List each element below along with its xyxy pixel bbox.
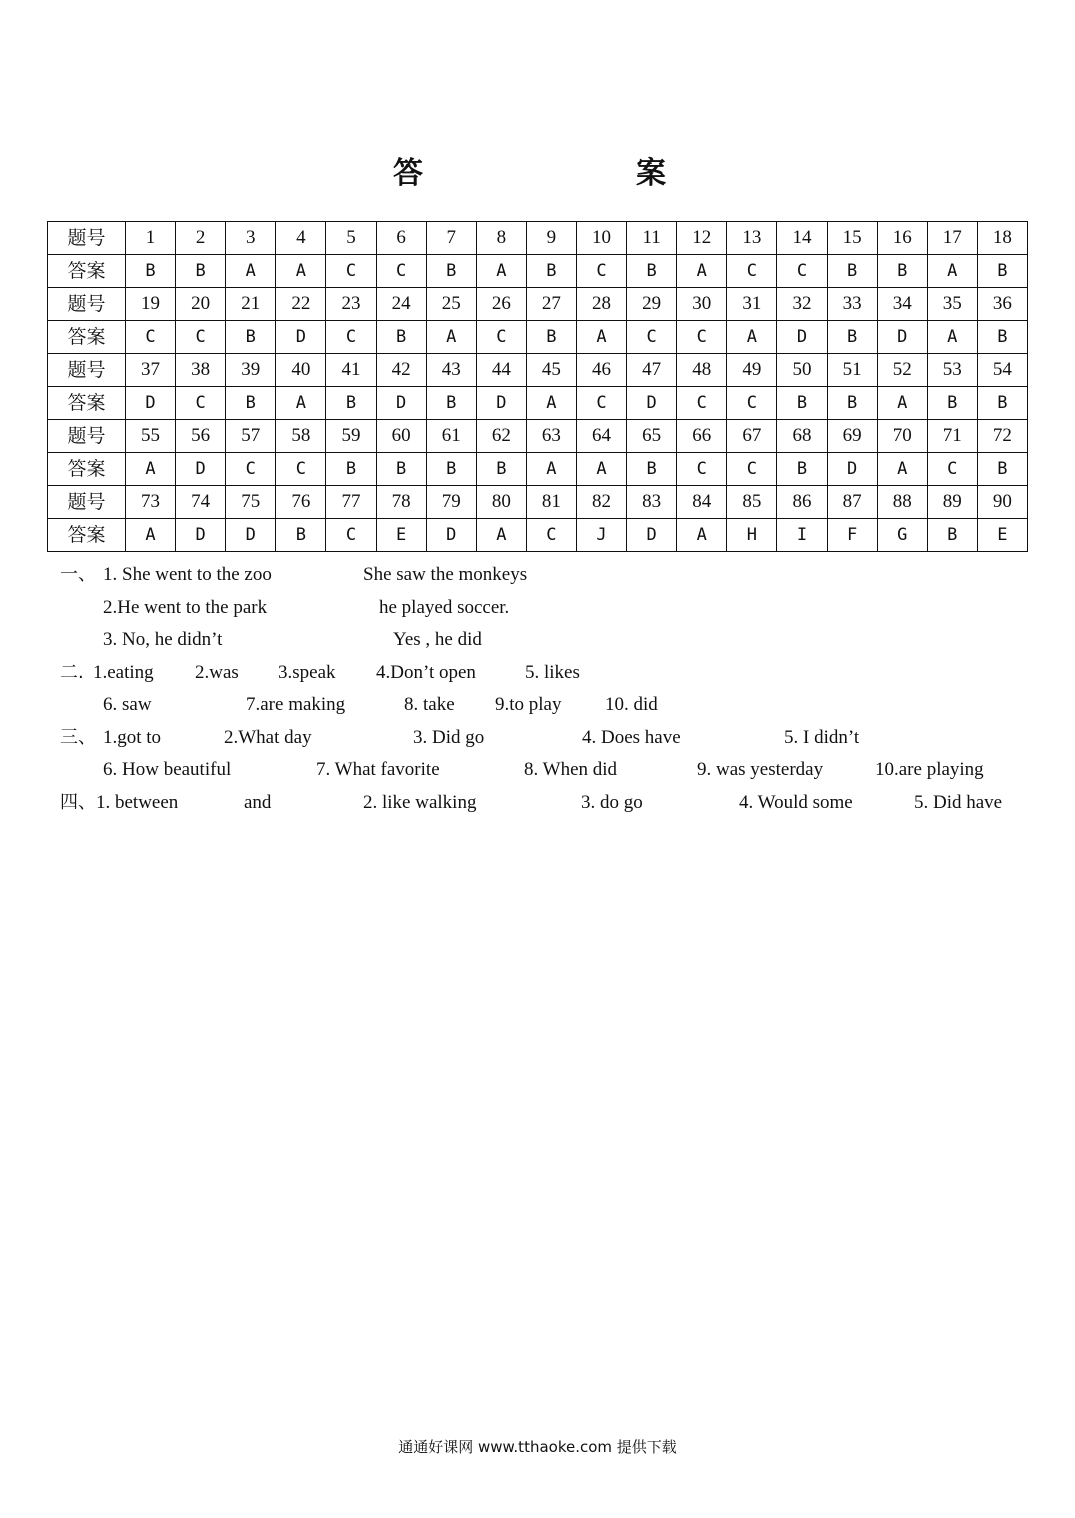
question-number-cell: 84	[677, 486, 727, 519]
question-number-cell: 90	[977, 486, 1027, 519]
question-number-row-label: 题号	[48, 222, 126, 255]
answer-cell: B	[326, 387, 376, 420]
question-number-cell: 44	[476, 354, 526, 387]
question-number-cell: 8	[476, 222, 526, 255]
question-number-cell: 30	[677, 288, 727, 321]
section-3-item: 5. I didn’t	[784, 727, 860, 748]
answer-cell: D	[827, 453, 877, 486]
answer-cell: B	[426, 453, 476, 486]
question-number-cell: 83	[627, 486, 677, 519]
question-number-row	[48, 222, 1028, 255]
section-2-line-1	[0, 658, 1075, 688]
section-1-answer-2a: 2.He went to the park	[103, 597, 268, 618]
question-number-cell: 1	[126, 222, 176, 255]
question-number-cell: 67	[727, 420, 777, 453]
question-number-row	[48, 288, 1028, 321]
answer-cell: A	[727, 321, 777, 354]
answer-cell: C	[777, 255, 827, 288]
answer-cell: B	[977, 321, 1027, 354]
question-number-cell: 32	[777, 288, 827, 321]
question-number-cell: 35	[927, 288, 977, 321]
question-number-cell: 38	[176, 354, 226, 387]
question-number-cell: 52	[877, 354, 927, 387]
question-number-cell: 42	[376, 354, 426, 387]
answer-cell: D	[276, 321, 326, 354]
section-2-item: 1.eating	[93, 662, 154, 683]
answer-cell: C	[326, 519, 376, 552]
answer-cell: B	[126, 255, 176, 288]
answer-row-label: 答案	[48, 519, 126, 552]
question-number-row-label: 题号	[48, 486, 126, 519]
answer-cell: J	[576, 519, 626, 552]
answer-cell: C	[176, 387, 226, 420]
title-char-left: 答	[393, 156, 423, 191]
answer-cell: A	[126, 453, 176, 486]
question-number-row	[48, 354, 1028, 387]
answer-cell: C	[326, 321, 376, 354]
question-number-cell: 54	[977, 354, 1027, 387]
question-number-cell: 36	[977, 288, 1027, 321]
section-4-prefix: 四、	[60, 792, 96, 813]
answer-cell: A	[526, 387, 576, 420]
question-number-cell: 57	[226, 420, 276, 453]
question-number-cell: 9	[526, 222, 576, 255]
section-1-line-2	[0, 593, 1075, 623]
question-number-cell: 81	[526, 486, 576, 519]
question-number-cell: 76	[276, 486, 326, 519]
answer-cell: B	[376, 453, 426, 486]
answer-cell: B	[226, 387, 276, 420]
answer-cell: A	[476, 255, 526, 288]
answer-cell: A	[927, 321, 977, 354]
answer-cell: B	[927, 387, 977, 420]
answer-row-label: 答案	[48, 255, 126, 288]
answer-cell: A	[276, 255, 326, 288]
question-number-cell: 33	[827, 288, 877, 321]
answer-cell: B	[627, 453, 677, 486]
question-number-cell: 5	[326, 222, 376, 255]
question-number-cell: 77	[326, 486, 376, 519]
section-3-item: 4. Does have	[582, 727, 681, 748]
answer-cell: B	[226, 321, 276, 354]
answer-cell: D	[176, 519, 226, 552]
question-number-cell: 26	[476, 288, 526, 321]
question-number-cell: 71	[927, 420, 977, 453]
title-char-right: 案	[636, 156, 666, 191]
question-number-cell: 17	[927, 222, 977, 255]
answer-cell: E	[376, 519, 426, 552]
answer-cell: B	[627, 255, 677, 288]
answer-table	[47, 221, 1028, 552]
answer-cell: C	[727, 387, 777, 420]
question-number-cell: 41	[326, 354, 376, 387]
section-3-item: 8. When did	[524, 759, 618, 780]
question-number-cell: 7	[426, 222, 476, 255]
answer-row	[48, 519, 1028, 552]
question-number-cell: 68	[777, 420, 827, 453]
question-number-cell: 11	[627, 222, 677, 255]
answer-cell: C	[576, 387, 626, 420]
question-number-cell: 40	[276, 354, 326, 387]
section-4-item: 5. Did have	[914, 792, 1003, 813]
question-number-cell: 58	[276, 420, 326, 453]
answer-cell: B	[977, 387, 1027, 420]
question-number-cell: 88	[877, 486, 927, 519]
question-number-cell: 74	[176, 486, 226, 519]
section-1-answer-3a: 3. No, he didn’t	[103, 629, 223, 650]
answer-cell: D	[176, 453, 226, 486]
section-2-item: 8. take	[404, 694, 455, 715]
answer-cell: C	[627, 321, 677, 354]
answer-cell: B	[326, 453, 376, 486]
answer-cell: A	[276, 387, 326, 420]
question-number-row	[48, 420, 1028, 453]
section-2-item: 5. likes	[525, 662, 580, 683]
section-2-line-2	[0, 690, 1075, 720]
question-number-cell: 48	[677, 354, 727, 387]
question-number-cell: 87	[827, 486, 877, 519]
question-number-cell: 34	[877, 288, 927, 321]
answer-row	[48, 453, 1028, 486]
answer-cell: A	[226, 255, 276, 288]
answer-cell: C	[226, 453, 276, 486]
answer-row-label: 答案	[48, 387, 126, 420]
answer-cell: H	[727, 519, 777, 552]
section-3-item: 3. Did go	[413, 727, 485, 748]
section-1-prefix: 一、	[60, 564, 96, 585]
section-1-answer-3b: Yes , he did	[393, 629, 482, 650]
question-number-row	[48, 486, 1028, 519]
section-3-item: 6. How beautiful	[103, 759, 232, 780]
answer-cell: C	[677, 453, 727, 486]
question-number-cell: 46	[576, 354, 626, 387]
answer-cell: C	[727, 255, 777, 288]
answer-cell: B	[927, 519, 977, 552]
question-number-cell: 79	[426, 486, 476, 519]
answer-cell: C	[576, 255, 626, 288]
question-number-cell: 19	[126, 288, 176, 321]
answer-cell: A	[927, 255, 977, 288]
question-number-cell: 16	[877, 222, 927, 255]
question-number-cell: 50	[777, 354, 827, 387]
question-number-cell: 51	[827, 354, 877, 387]
section-3-item: 1.got to	[103, 727, 162, 748]
answer-cell: D	[126, 387, 176, 420]
answer-cell: A	[877, 387, 927, 420]
answer-cell: C	[176, 321, 226, 354]
answer-cell: G	[877, 519, 927, 552]
question-number-cell: 45	[526, 354, 576, 387]
answer-cell: C	[476, 321, 526, 354]
question-number-cell: 43	[426, 354, 476, 387]
answer-row	[48, 387, 1028, 420]
question-number-cell: 18	[977, 222, 1027, 255]
answer-cell: B	[276, 519, 326, 552]
question-number-cell: 55	[126, 420, 176, 453]
question-number-cell: 10	[576, 222, 626, 255]
answer-cell: D	[627, 519, 677, 552]
section-4-item: 4. Would some	[739, 792, 853, 813]
question-number-row-label: 题号	[48, 288, 126, 321]
section-3-prefix: 三、	[60, 727, 96, 748]
answer-cell: D	[376, 387, 426, 420]
answer-cell: B	[877, 255, 927, 288]
answer-cell: B	[827, 387, 877, 420]
question-number-cell: 56	[176, 420, 226, 453]
question-number-cell: 15	[827, 222, 877, 255]
footer-credit: 通通好课网 www.tthaoke.com 提供下载	[398, 1438, 677, 1456]
answer-cell: C	[927, 453, 977, 486]
question-number-cell: 80	[476, 486, 526, 519]
question-number-cell: 20	[176, 288, 226, 321]
answer-cell: A	[576, 453, 626, 486]
section-1-line-1	[0, 560, 1075, 590]
section-1-answer-2b: he played soccer.	[379, 597, 510, 618]
question-number-cell: 2	[176, 222, 226, 255]
answer-cell: B	[526, 255, 576, 288]
question-number-cell: 70	[877, 420, 927, 453]
section-4-line-1	[0, 788, 1075, 818]
section-1-answer-1a: 1. She went to the zoo	[103, 564, 272, 585]
answer-cell: A	[126, 519, 176, 552]
answer-cell: A	[526, 453, 576, 486]
question-number-cell: 64	[576, 420, 626, 453]
section-3-item: 7. What favorite	[316, 759, 440, 780]
answer-cell: C	[326, 255, 376, 288]
question-number-cell: 72	[977, 420, 1027, 453]
question-number-cell: 73	[126, 486, 176, 519]
question-number-cell: 49	[727, 354, 777, 387]
answer-cell: C	[526, 519, 576, 552]
answer-cell: B	[977, 255, 1027, 288]
question-number-cell: 86	[777, 486, 827, 519]
question-number-cell: 29	[627, 288, 677, 321]
answer-row-label: 答案	[48, 453, 126, 486]
question-number-cell: 21	[226, 288, 276, 321]
answer-cell: A	[677, 519, 727, 552]
section-2-item: 4.Don’t open	[376, 662, 476, 683]
answer-cell: D	[226, 519, 276, 552]
section-3-item: 10.are playing	[875, 759, 984, 780]
section-2-item: 6. saw	[103, 694, 152, 715]
section-3-item: 9. was yesterday	[697, 759, 824, 780]
question-number-cell: 62	[476, 420, 526, 453]
answer-cell: C	[677, 321, 727, 354]
section-1-line-3	[0, 625, 1075, 655]
question-number-cell: 75	[226, 486, 276, 519]
question-number-cell: 60	[376, 420, 426, 453]
section-2-item: 2.was	[195, 662, 239, 683]
question-number-cell: 3	[226, 222, 276, 255]
answer-row	[48, 321, 1028, 354]
answer-cell: B	[777, 453, 827, 486]
question-number-cell: 25	[426, 288, 476, 321]
answer-cell: C	[276, 453, 326, 486]
question-number-cell: 89	[927, 486, 977, 519]
answer-cell: B	[777, 387, 827, 420]
answer-cell: B	[176, 255, 226, 288]
answer-cell: C	[677, 387, 727, 420]
answer-cell: B	[426, 255, 476, 288]
question-number-cell: 69	[827, 420, 877, 453]
question-number-row-label: 题号	[48, 420, 126, 453]
answer-cell: B	[526, 321, 576, 354]
section-2-prefix: 二.	[60, 662, 84, 683]
section-3-item: 2.What day	[224, 727, 312, 748]
question-number-cell: 66	[677, 420, 727, 453]
section-4-item: and	[244, 792, 272, 813]
answer-cell: F	[827, 519, 877, 552]
answer-cell: E	[977, 519, 1027, 552]
question-number-cell: 24	[376, 288, 426, 321]
section-3-line-1	[0, 723, 1075, 753]
answer-cell: D	[877, 321, 927, 354]
question-number-row-label: 题号	[48, 354, 126, 387]
answer-cell: B	[827, 321, 877, 354]
section-2-item: 10. did	[605, 694, 658, 715]
question-number-cell: 65	[627, 420, 677, 453]
question-number-cell: 61	[426, 420, 476, 453]
section-2-item: 7.are making	[246, 694, 346, 715]
question-number-cell: 28	[576, 288, 626, 321]
answer-cell: A	[576, 321, 626, 354]
question-number-cell: 53	[927, 354, 977, 387]
question-number-cell: 85	[727, 486, 777, 519]
question-number-cell: 23	[326, 288, 376, 321]
answer-cell: A	[677, 255, 727, 288]
question-number-cell: 4	[276, 222, 326, 255]
question-number-cell: 78	[376, 486, 426, 519]
section-4-item: 3. do go	[581, 792, 643, 813]
answer-cell: B	[376, 321, 426, 354]
answer-cell: C	[126, 321, 176, 354]
question-number-cell: 59	[326, 420, 376, 453]
question-number-cell: 22	[276, 288, 326, 321]
question-number-cell: 47	[627, 354, 677, 387]
answer-cell: A	[877, 453, 927, 486]
question-number-cell: 13	[727, 222, 777, 255]
question-number-cell: 31	[727, 288, 777, 321]
section-1-answer-1b: She saw the monkeys	[363, 564, 528, 585]
question-number-cell: 82	[576, 486, 626, 519]
question-number-cell: 14	[777, 222, 827, 255]
answer-row	[48, 255, 1028, 288]
answer-cell: D	[627, 387, 677, 420]
question-number-cell: 27	[526, 288, 576, 321]
question-number-cell: 6	[376, 222, 426, 255]
answer-cell: B	[476, 453, 526, 486]
answer-cell: B	[827, 255, 877, 288]
question-number-cell: 39	[226, 354, 276, 387]
answer-cell: D	[476, 387, 526, 420]
answer-cell: A	[426, 321, 476, 354]
answer-cell: I	[777, 519, 827, 552]
page-title	[0, 152, 1075, 196]
answer-cell: B	[977, 453, 1027, 486]
answer-cell: D	[426, 519, 476, 552]
question-number-cell: 63	[526, 420, 576, 453]
answer-row-label: 答案	[48, 321, 126, 354]
question-number-cell: 12	[677, 222, 727, 255]
answer-cell: A	[476, 519, 526, 552]
answer-cell: D	[777, 321, 827, 354]
section-3-line-2	[0, 755, 1075, 785]
section-4-item: 2. like walking	[363, 792, 477, 813]
section-4-item: 1. between	[96, 792, 179, 813]
answer-cell: C	[376, 255, 426, 288]
section-2-item: 9.to play	[495, 694, 562, 715]
section-2-item: 3.speak	[278, 662, 336, 683]
question-number-cell: 37	[126, 354, 176, 387]
answer-cell: B	[426, 387, 476, 420]
answer-cell: C	[727, 453, 777, 486]
